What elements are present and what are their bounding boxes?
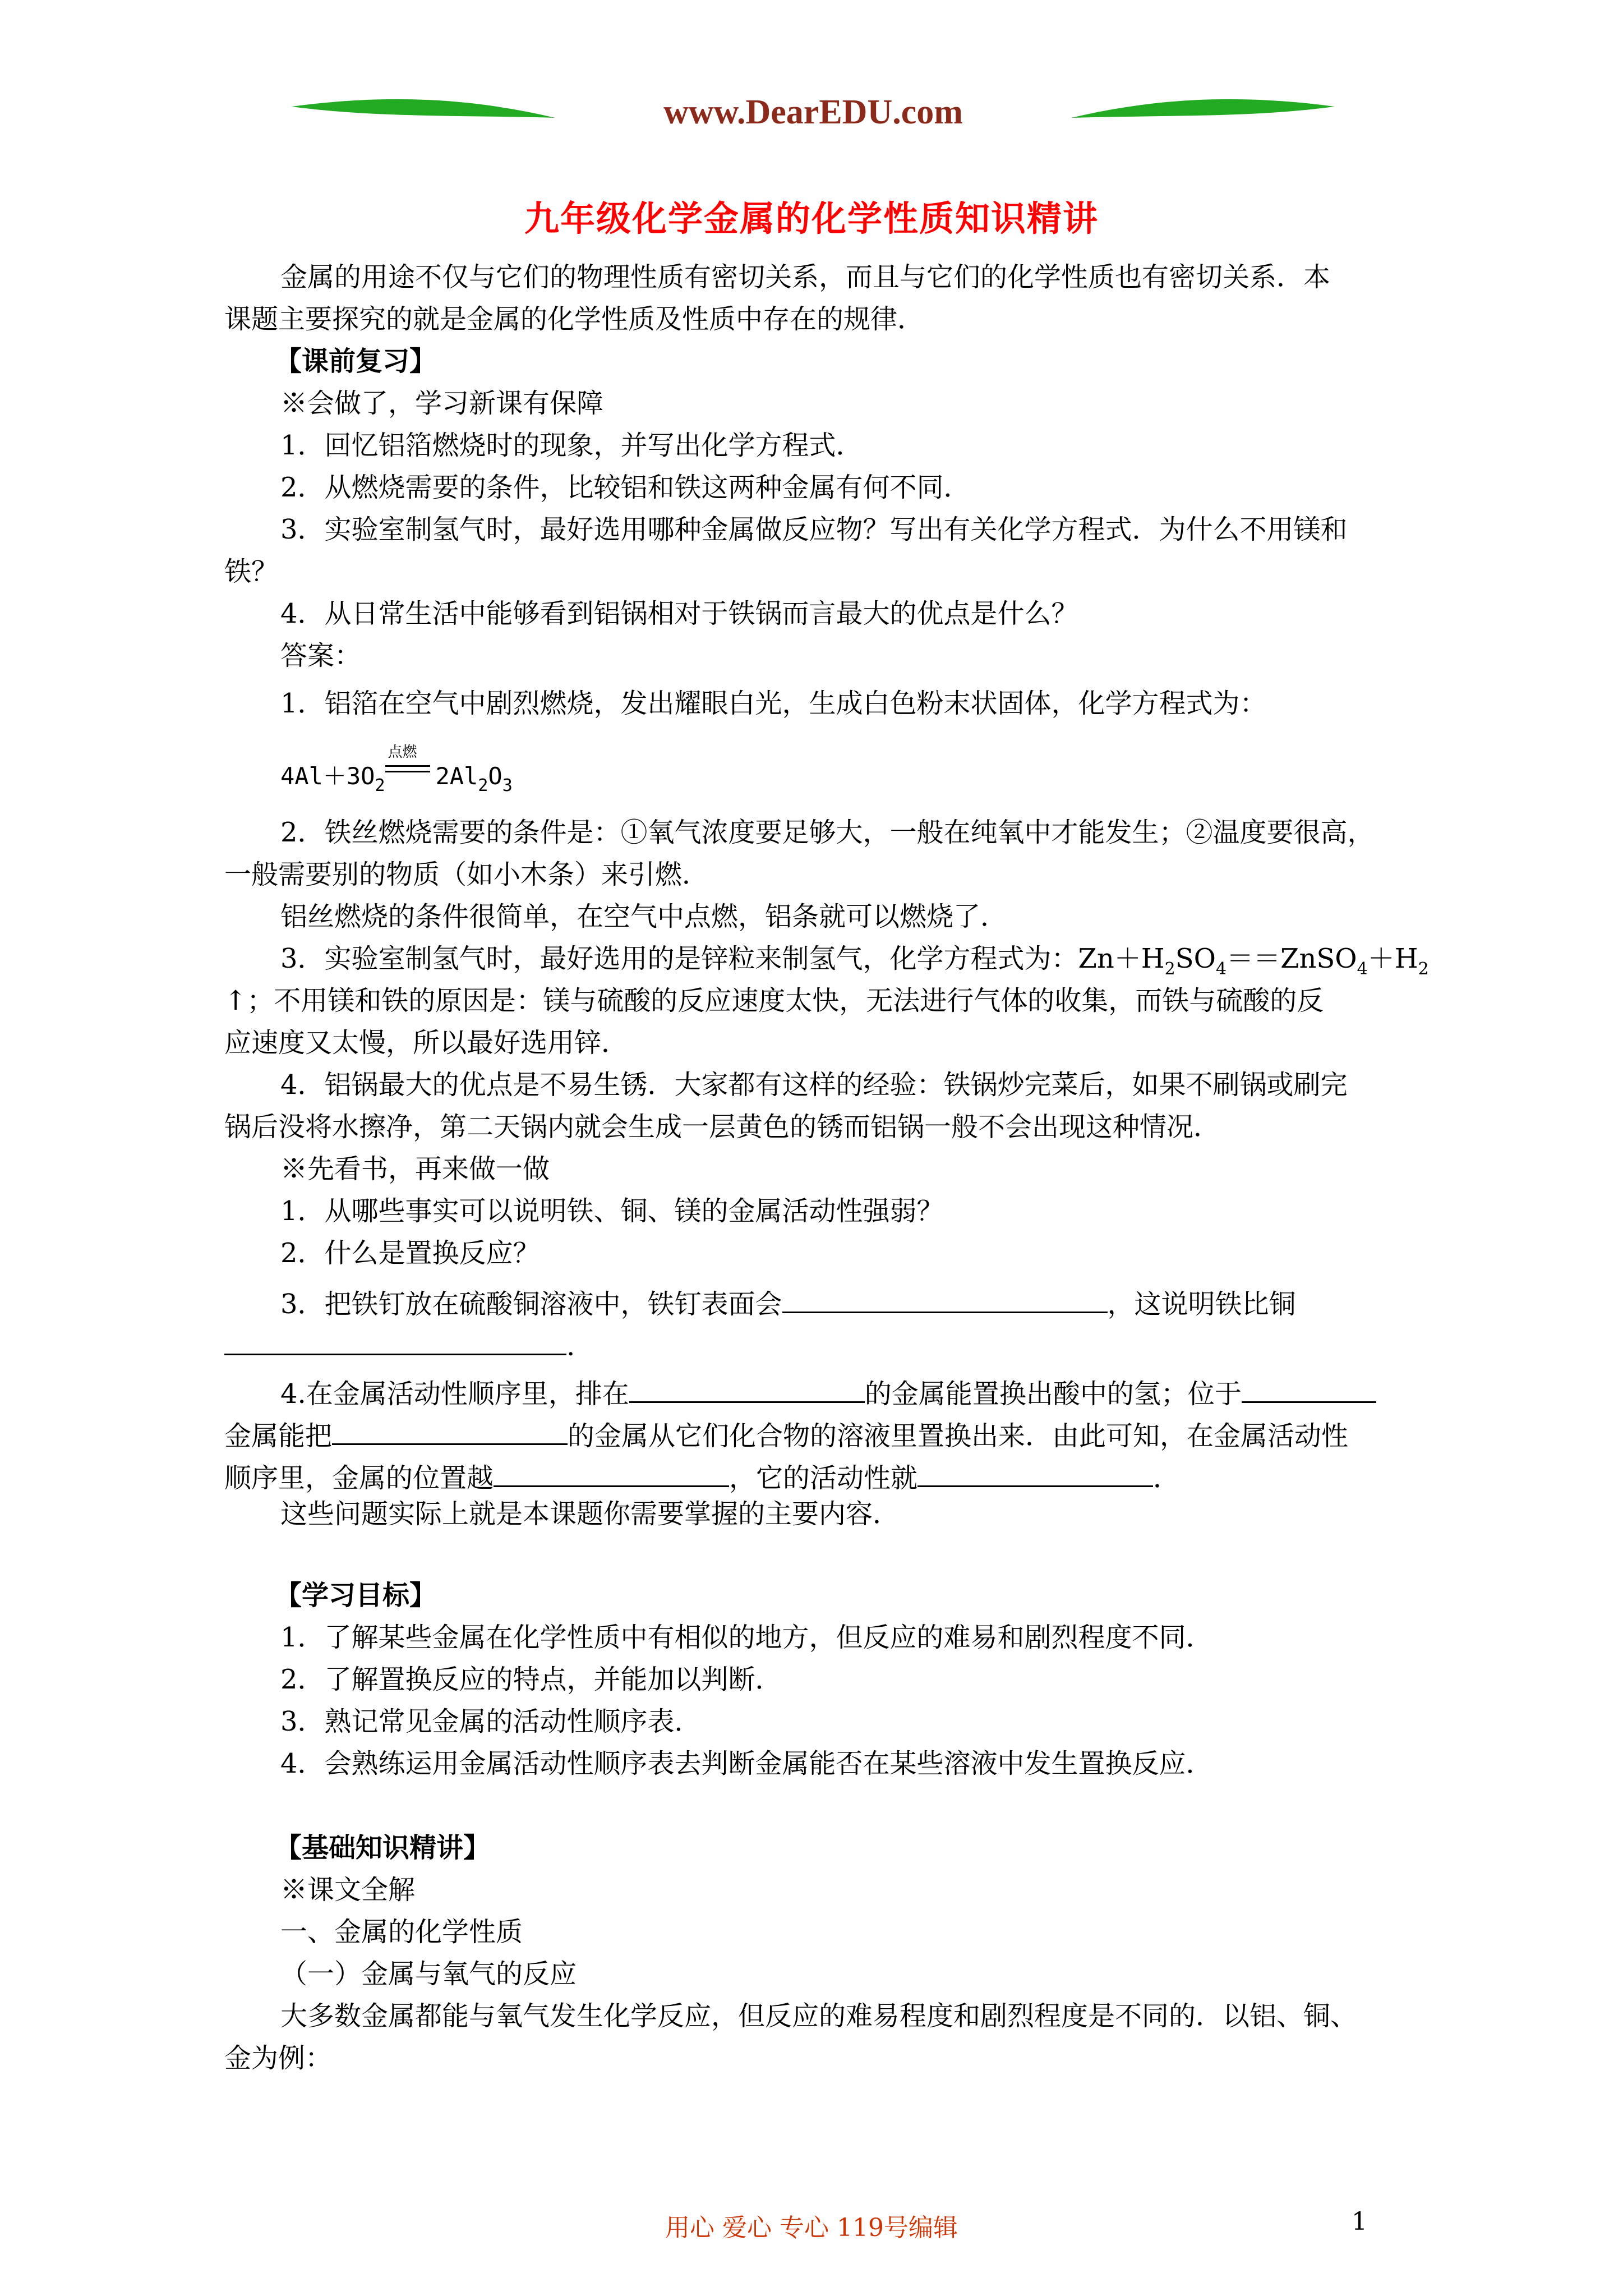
preview-q4-line3: 顺序里，金属的位置越 ，它的活动性就 ． <box>224 1458 1180 1492</box>
logo-right-swoosh <box>1071 99 1335 118</box>
answer-4-line2: 锅后没将水擦净，第二天锅内就会生成一层黄色的锈而铝锅一般不会出现这种情况． <box>224 1111 1221 1143</box>
preview-note: ※先看书，再来做一做 <box>280 1153 550 1185</box>
preview-summary: 这些问题实际上就是本课题你需要掌握的主要内容． <box>280 1498 900 1530</box>
logo-left-swoosh <box>292 99 555 118</box>
answer-3-line3: 应速度又太慢，所以最好选用锌． <box>224 1027 629 1059</box>
basics-heading: 【基础知识精讲】 <box>275 1832 491 1864</box>
review-heading: 【课前复习】 <box>275 346 437 377</box>
preview-q1: 1．从哪些事实可以说明铁、铜、镁的金属活动性强弱？ <box>280 1195 944 1227</box>
page-number: 1 <box>1352 2207 1367 2236</box>
fill-blank[interactable] <box>1242 1374 1376 1403</box>
preview-q3-line1: 3．把铁钉放在硫酸铜溶液中，铁钉表面会 ，这说明铁比铜 <box>280 1285 1296 1318</box>
review-q3-line2: 铁？ <box>224 556 279 587</box>
review-q1: 1．回忆铝箔燃烧时的现象，并写出化学方程式． <box>280 430 863 461</box>
fill-blank[interactable] <box>782 1285 1108 1313</box>
goal-item: 4．会熟练运用金属活动性顺序表去判断金属能否在某些溶液中发生置换反应． <box>280 1748 1213 1779</box>
basics-note: ※课文全解 <box>280 1874 416 1906</box>
review-q4: 4．从日常生活中能够看到铝锅相对于铁锅而言最大的优点是什么？ <box>280 598 1078 629</box>
reaction-condition: 点燃 <box>385 757 436 784</box>
answer-3-line1: 3．实验室制氢气时，最好选用的是锌粒来制氢气，化学方程式为：$Zn+H_2SO_4==ZnSO_4+H_2$ <box>280 943 1429 979</box>
answer-3-line2: ↑；不用镁和铁的原因是：镁与硫酸的反应速度太快，无法进行气体的收集，而铁与硫酸的反 <box>224 985 1324 1016</box>
review-q2: 2．从燃烧需要的条件，比较铝和铁这两种金属有何不同． <box>280 472 971 503</box>
review-note: ※会做了，学习新课有保障 <box>280 388 604 419</box>
preview-q2: 2．什么是置换反应？ <box>280 1237 540 1269</box>
preview-q4-line2: 金属能把 的金属从它们化合物的溶液里置换出来．由此可知，在金属活动性 <box>224 1416 1348 1450</box>
footer-text: 用心 爱心 专心 119号编辑 <box>665 2214 958 2242</box>
goal-item: 1．了解某些金属在化学性质中有相似的地方，但反应的难易和剧烈程度不同． <box>280 1622 1213 1653</box>
fill-blank[interactable] <box>332 1416 568 1445</box>
goals-heading: 【学习目标】 <box>275 1580 437 1611</box>
answer-2-line3: 铝丝燃烧的条件很简单，在空气中点燃，铝条就可以燃烧了． <box>280 901 1008 932</box>
intro-line-2: 课题主要探究的就是金属的化学性质及性质中存在的规律． <box>224 303 925 335</box>
fill-blank[interactable] <box>917 1458 1153 1487</box>
equation-al-oxidation: $4Al+3O_2$ 点燃 $2Al_2O_3$ <box>280 744 513 795</box>
goal-item: 2．了解置换反应的特点，并能加以判断． <box>280 1664 782 1695</box>
intro-line-1: 金属的用途不仅与它们的物理性质有密切关系，而且与它们的化学性质也有密切关系．本 <box>280 261 1331 293</box>
fill-blank[interactable] <box>494 1458 729 1487</box>
logo-text: www.DearEDU.com <box>663 93 963 131</box>
fill-blank[interactable] <box>629 1374 865 1403</box>
answer-2-line1: 2．铁丝燃烧需要的条件是：①氧气浓度要足够大，一般在纯氧中才能发生；②温度要很高， <box>280 817 1375 848</box>
answer-label: 答案： <box>280 640 362 671</box>
subsection-heading: （一）金属与氧气的反应 <box>280 1958 577 1990</box>
basics-text-line1: 大多数金属都能与氧气发生化学反应，但反应的难易程度和剧烈程度是不同的．以铝、铜、 <box>280 2000 1358 2032</box>
answer-2-line2: 一般需要别的物质（如小木条）来引燃． <box>224 859 709 890</box>
answer-4-line1: 4．铝锅最大的优点是不易生锈．大家都有这样的经验：铁锅炒完菜后，如果不刷锅或刷完 <box>280 1069 1348 1101</box>
review-q3-line1: 3．实验室制氢气时，最好选用哪种金属做反应物？写出有关化学方程式．为什么不用镁和 <box>280 514 1348 545</box>
dearedu-logo <box>292 84 1335 163</box>
answer-1: 1．铝箔在空气中剧烈燃烧，发出耀眼白光，生成白色粉末状固体，化学方程式为： <box>280 688 1267 719</box>
section-heading: 一、金属的化学性质 <box>280 1916 523 1948</box>
goal-item: 3．熟记常见金属的活动性顺序表． <box>280 1706 702 1737</box>
basics-text-line2: 金为例： <box>224 2042 333 2074</box>
document-title: 九年级化学金属的化学性质知识精讲 <box>524 198 1099 239</box>
preview-q4-line1: 4.在金属活动性顺序里，排在 的金属能置换出酸中的氢；位于 <box>280 1374 1376 1407</box>
fill-blank[interactable] <box>224 1327 566 1355</box>
preview-q3-line2: . <box>224 1327 575 1360</box>
